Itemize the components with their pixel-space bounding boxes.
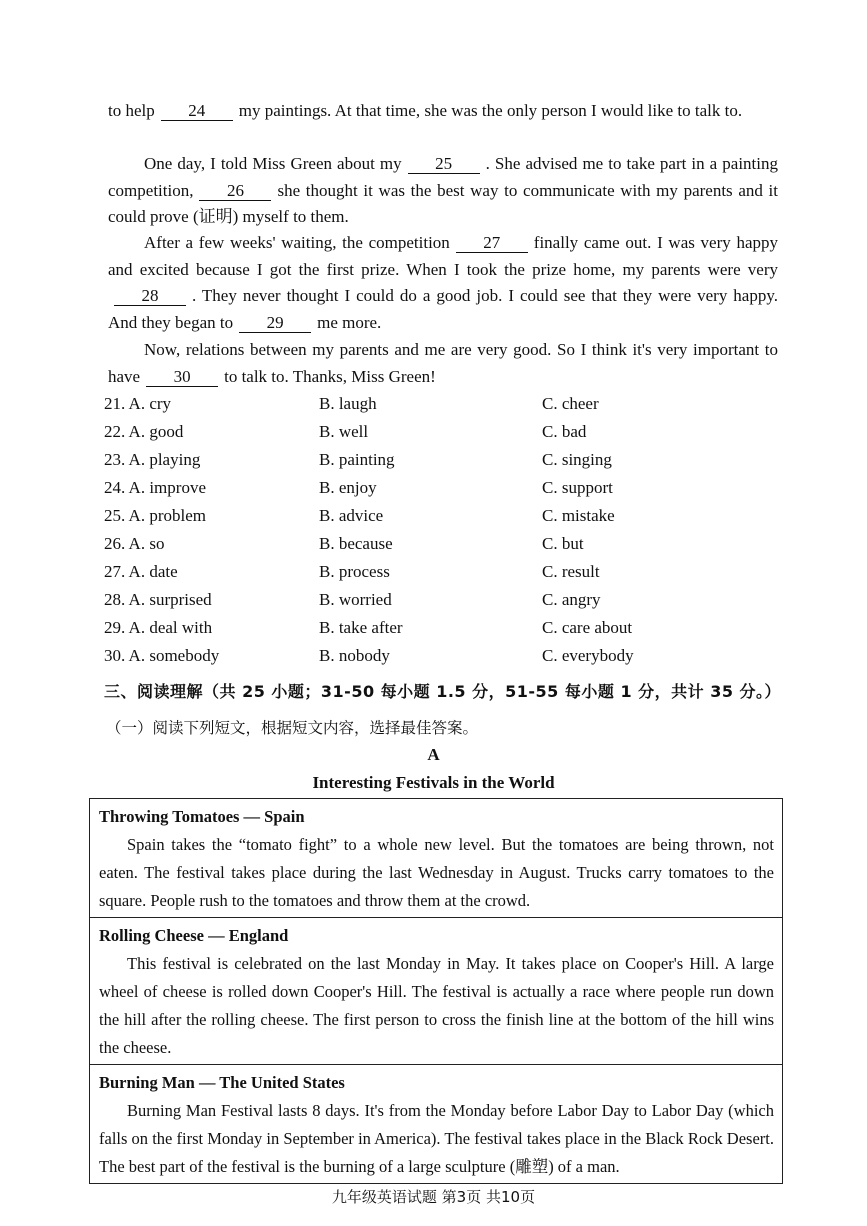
festival-table xyxy=(89,798,783,1184)
option-a: 28. A. surprised xyxy=(104,590,212,609)
option-row xyxy=(104,504,784,532)
option-a: 23. A. playing xyxy=(104,450,201,469)
option-b: B. take after xyxy=(319,618,403,637)
option-row xyxy=(104,644,784,672)
festival-cell xyxy=(90,918,783,1065)
festival-row xyxy=(90,918,783,1065)
option-b: B. enjoy xyxy=(319,478,377,497)
option-a: 30. A. somebody xyxy=(104,646,220,665)
option-b: B. process xyxy=(319,562,390,581)
option-c: C. singing xyxy=(542,450,612,469)
text-segment: One day, I told Miss Green about my xyxy=(144,154,402,173)
text-segment: my paintings. At that time, she was the only person I would like to talk to. xyxy=(238,101,743,120)
festival-description xyxy=(99,954,774,1057)
option-b: B. well xyxy=(319,422,369,441)
option-a: 25. A. problem xyxy=(104,506,206,525)
option-c: C. cheer xyxy=(542,394,599,413)
text-segment: me more. xyxy=(317,312,382,332)
text-segment: Now, relations between my parents and me are very good. So I think it's very important to have xyxy=(108,340,778,386)
blank-30: 30 xyxy=(146,368,218,387)
blank-25: 25 xyxy=(408,155,480,174)
answer-options xyxy=(104,392,784,672)
option-a: 29. A. deal with xyxy=(104,618,213,637)
option-b: B. nobody xyxy=(319,646,390,665)
text-segment: After a few weeks' waiting, the competition xyxy=(144,233,450,252)
text-segment: to help xyxy=(108,101,155,120)
option-c: C. everybody xyxy=(542,646,634,665)
option-a: 22. A. good xyxy=(104,422,184,441)
blank-28: 28 xyxy=(114,287,186,306)
option-row xyxy=(104,420,784,448)
passage-letter: A xyxy=(427,745,440,764)
festival-name: Rolling Cheese — England xyxy=(99,926,289,945)
festival-cell xyxy=(90,799,783,918)
option-row xyxy=(104,392,784,420)
text-segment: she thought it was the best way to communicate with my parents and it could prove (证明) myself to them. xyxy=(108,180,778,226)
blank-27: 27 xyxy=(456,234,528,253)
festival-name: Throwing Tomatoes — Spain xyxy=(99,807,305,826)
page-footer: 九年级英语试题 第3页 共10页 xyxy=(331,1188,536,1206)
festival-description xyxy=(99,835,774,910)
festival-row xyxy=(90,799,783,918)
festival-row xyxy=(90,1065,783,1184)
paragraph-1 xyxy=(108,98,778,125)
option-b: B. laugh xyxy=(319,394,377,413)
option-c: C. care about xyxy=(542,618,633,637)
option-c: C. bad xyxy=(542,422,587,441)
text-segment: finally came out. I was very happy and excited because I got the first prize. When I took the prize home, my parents were very xyxy=(108,233,778,279)
festival-name: Burning Man — The United States xyxy=(99,1073,345,1092)
option-b: B. worried xyxy=(319,590,392,609)
festival-text: This festival is celebrated on the last Monday in May. It takes place on Cooper's Hill. A large wheel of cheese is rolled down Cooper's Hill. The festival is actually a race where people run down the hill after the rolling cheese. The first person to cross the finish line at the bottom of the hill wins the cheese. xyxy=(99,954,774,1057)
passage-title: Interesting Festivals in the World xyxy=(312,773,555,792)
option-a: 24. A. improve xyxy=(104,478,206,497)
section-subheading: （一）阅读下列短文，根据短文内容，选择最佳答案。 xyxy=(106,719,479,737)
option-a: 21. A. cry xyxy=(104,394,172,413)
paragraph-3 xyxy=(108,230,778,336)
text-segment: to talk to. Thanks, Miss Green! xyxy=(224,366,436,386)
festival-cell xyxy=(90,1065,783,1184)
festival-text: Spain takes the “tomato fight” to a whole new level. But the tomatoes are being thrown, not eaten. The festival takes place during the last Wednesday in August. Trucks carry tomatoes to the square. People rush to the tomatoes and throw them at the crowd. xyxy=(99,835,774,910)
option-a: 27. A. date xyxy=(104,562,178,581)
option-b: B. advice xyxy=(319,506,384,525)
option-c: C. angry xyxy=(542,590,601,609)
option-row xyxy=(104,448,784,476)
option-b: B. because xyxy=(319,534,393,553)
option-c: C. but xyxy=(542,534,584,553)
blank-26: 26 xyxy=(199,182,271,201)
option-c: C. result xyxy=(542,562,600,581)
blank-24: 24 xyxy=(161,102,233,121)
blank-29: 29 xyxy=(239,314,311,333)
text-segment: . They never thought I could do a good job. I could see that they were very happy. And they began to xyxy=(108,286,778,332)
text-segment: . She advised me to take part in a painting competition, xyxy=(108,154,778,200)
festival-description xyxy=(99,1101,774,1176)
option-row xyxy=(104,476,784,504)
paragraph-2 xyxy=(108,151,778,231)
option-c: C. mistake xyxy=(542,506,615,525)
option-row xyxy=(104,560,784,588)
paragraph-4 xyxy=(108,337,778,390)
option-b: B. painting xyxy=(319,450,395,469)
option-row xyxy=(104,588,784,616)
option-a: 26. A. so xyxy=(104,534,165,553)
option-c: C. support xyxy=(542,478,613,497)
option-row xyxy=(104,532,784,560)
section-heading: 三、阅读理解（共 25 小题；31-50 每小题 1.5 分，51-55 每小题 1 分，共计 35 分。） xyxy=(104,682,782,701)
option-row xyxy=(104,616,784,644)
festival-text: Burning Man Festival lasts 8 days. It's from the Monday before Labor Day to Labor Day (which falls on the first Monday in September in America). The festival takes place in the Black Rock Desert. The best part of the festival is the burning of a large sculpture (雕塑) of a man. xyxy=(99,1101,774,1176)
